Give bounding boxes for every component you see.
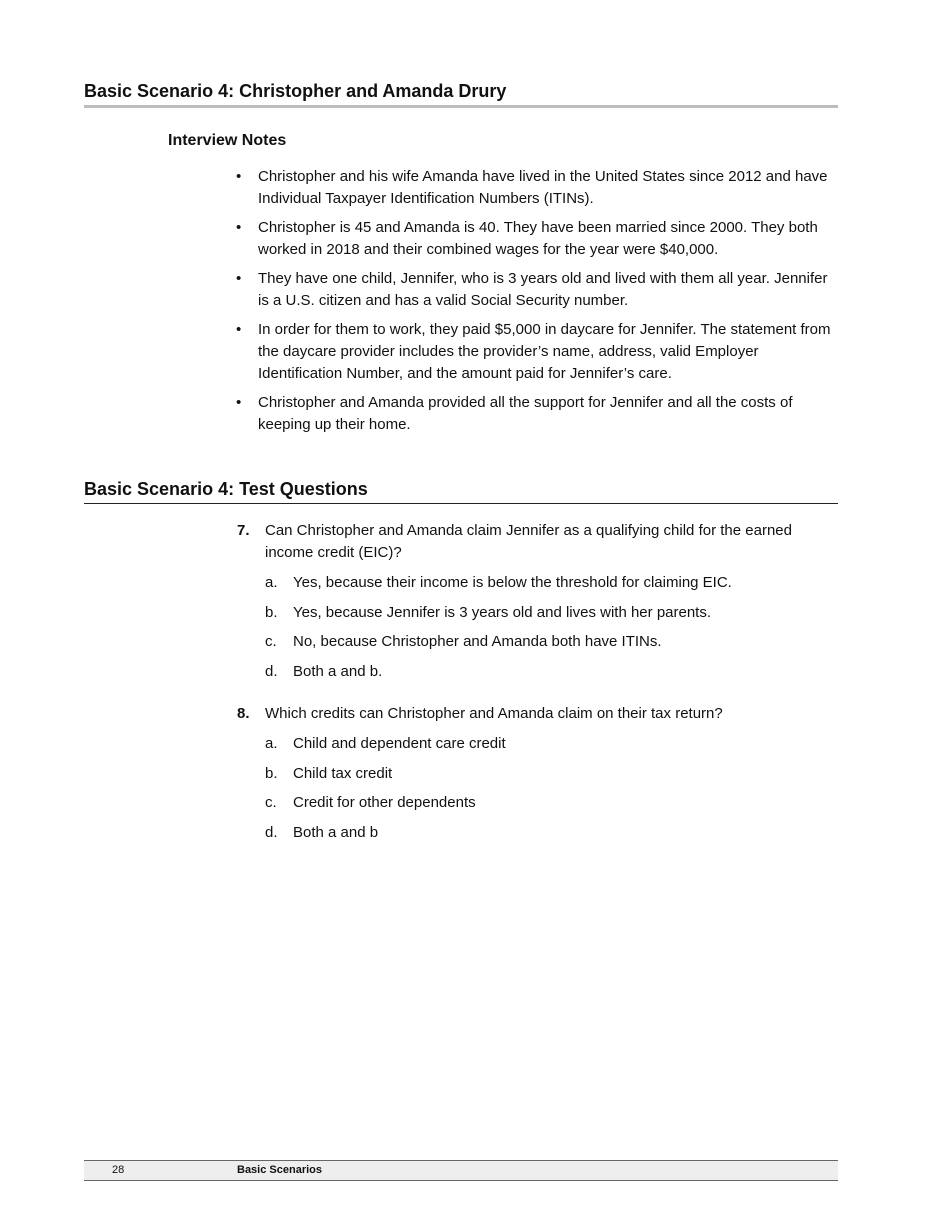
answer-option-a bbox=[237, 572, 840, 594]
question-stem bbox=[237, 703, 840, 725]
note-text: Christopher is 45 and Amanda is 40. They have been married since 2000. They both worked in 2018 and their combined wages for the year were $40,000. bbox=[258, 219, 818, 258]
option-letter: c. bbox=[265, 633, 277, 650]
interview-notes-heading: Interview Notes bbox=[168, 132, 287, 149]
question-number: 8. bbox=[237, 705, 250, 722]
note-text: Christopher and his wife Amanda have lived in the United States since 2012 and have Individual Taxpayer Identification Numbers (ITINs). bbox=[258, 168, 828, 207]
answer-options bbox=[237, 572, 840, 683]
option-letter: d. bbox=[265, 662, 278, 680]
option-text: Child and dependent care credit bbox=[293, 735, 506, 752]
bullet-icon: • bbox=[236, 168, 242, 185]
option-letter: b. bbox=[265, 764, 278, 782]
page-number: 28 bbox=[112, 1164, 125, 1176]
answer-option-a bbox=[237, 733, 840, 755]
option-text: Child tax credit bbox=[293, 764, 393, 782]
answer-option-b bbox=[237, 763, 840, 785]
note-text: Christopher and Amanda provided all the support for Jennifer and all the costs of keeping up their home. bbox=[258, 394, 793, 433]
list-item bbox=[236, 319, 840, 385]
question-7 bbox=[237, 520, 840, 690]
list-item bbox=[236, 166, 840, 210]
note-text: They have one child, Jennifer, who is 3 years old and lived with them all year. Jennifer is a U.S. citizen and has a valid Social Security number. bbox=[258, 270, 828, 309]
option-text: Yes, because Jennifer is 3 years old and lives with her parents. bbox=[293, 603, 712, 621]
answer-option-c bbox=[237, 631, 840, 653]
option-letter: a. bbox=[265, 735, 278, 752]
interview-notes-list bbox=[236, 166, 840, 443]
option-letter: b. bbox=[265, 603, 278, 621]
option-text: Both a and b bbox=[293, 823, 379, 841]
list-item bbox=[236, 268, 840, 312]
option-text: Both a and b. bbox=[293, 662, 383, 680]
bullet-icon: • bbox=[236, 219, 242, 236]
answer-options bbox=[237, 733, 840, 844]
page-footer bbox=[84, 1160, 838, 1181]
answer-option-d bbox=[237, 661, 840, 683]
question-8 bbox=[237, 703, 840, 851]
test-questions-title: Basic Scenario 4: Test Questions bbox=[84, 478, 838, 504]
option-letter: a. bbox=[265, 574, 278, 591]
bullet-icon: • bbox=[236, 270, 242, 287]
option-text: Credit for other dependents bbox=[293, 794, 476, 811]
question-stem bbox=[237, 520, 840, 564]
scenario-title: Basic Scenario 4: Christopher and Amanda Drury bbox=[84, 80, 838, 108]
list-item bbox=[236, 217, 840, 261]
answer-option-b bbox=[237, 602, 840, 624]
option-letter: c. bbox=[265, 794, 277, 811]
option-text: Yes, because their income is below the threshold for claiming EIC. bbox=[293, 574, 732, 591]
note-text: In order for them to work, they paid $5,000 in daycare for Jennifer. The statement from the daycare provider includes the provider’s name, address, valid Employer Identification Number, and the amount paid for Jennifer’s care. bbox=[258, 321, 831, 382]
bullet-icon: • bbox=[236, 394, 242, 411]
question-text: Can Christopher and Amanda claim Jennifer as a qualifying child for the earned income credit (EIC)? bbox=[265, 522, 792, 561]
answer-option-c bbox=[237, 792, 840, 814]
question-number: 7. bbox=[237, 522, 250, 539]
option-text: No, because Christopher and Amanda both have ITINs. bbox=[293, 633, 662, 650]
list-item bbox=[236, 392, 840, 436]
answer-option-d bbox=[237, 822, 840, 844]
question-text: Which credits can Christopher and Amanda claim on their tax return? bbox=[265, 705, 723, 722]
footer-section-title: Basic Scenarios bbox=[237, 1164, 322, 1176]
bullet-icon: • bbox=[236, 321, 242, 338]
option-letter: d. bbox=[265, 823, 278, 841]
